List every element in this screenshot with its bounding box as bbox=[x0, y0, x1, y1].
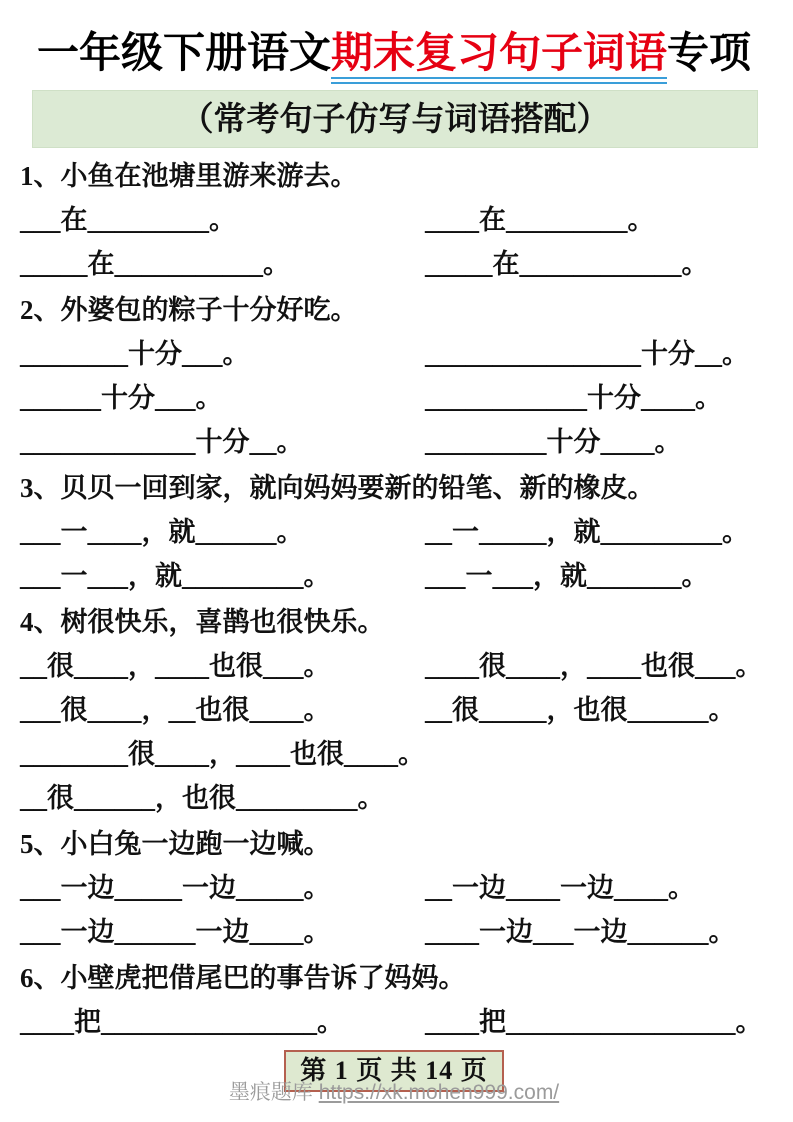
exercise-6-heading: 6、小壁虎把借尾巴的事告诉了妈妈。 bbox=[20, 963, 466, 993]
blank-row bbox=[20, 376, 768, 420]
exercise-5 bbox=[20, 822, 768, 954]
fill-in-line: ___在_________。 bbox=[20, 205, 236, 235]
fill-in-line: _____________十分__。 bbox=[20, 427, 304, 457]
subtitle-text: （常考句子仿写与词语搭配） bbox=[180, 102, 610, 138]
fill-in-line: ________________十分__。 bbox=[425, 339, 749, 369]
exercise-3-heading: 3、贝贝一回到家，就向妈妈要新的铅笔、新的橡皮。 bbox=[20, 473, 655, 503]
fill-in-line: __很_____，也很______。 bbox=[425, 695, 736, 725]
fill-in-line: __一_____，就_________。 bbox=[425, 517, 749, 547]
fill-in-line: ____很____，____也很___。 bbox=[425, 651, 763, 681]
fill-in-line: ____在_________。 bbox=[425, 205, 655, 235]
exercise-4 bbox=[20, 600, 768, 820]
exercise-1-heading: 1、小鱼在池塘里游来游去。 bbox=[20, 161, 358, 191]
subtitle-banner bbox=[32, 90, 758, 148]
blank-row bbox=[20, 732, 768, 776]
fill-in-line: ___一___，就_________。 bbox=[20, 561, 331, 591]
watermark bbox=[20, 1076, 768, 1106]
fill-in-line: ___一边______一边____。 bbox=[20, 917, 331, 947]
exercise-2 bbox=[20, 288, 768, 464]
fill-in-line: ___一___，就_______。 bbox=[425, 561, 709, 591]
exercise-2-heading: 2、外婆包的粽子十分好吃。 bbox=[20, 295, 358, 325]
fill-in-line: ____把________________。 bbox=[20, 1007, 344, 1037]
fill-in-line: __很______，也很_________。 bbox=[20, 783, 385, 813]
blank-row bbox=[20, 644, 768, 688]
watermark-url: https://xk.mohen999.com/ bbox=[318, 1081, 560, 1104]
title-prefix: 一年级下册语文 bbox=[36, 29, 331, 76]
exercise-4-heading: 4、树很快乐，喜鹊也很快乐。 bbox=[20, 607, 385, 637]
blank-row bbox=[20, 332, 768, 376]
blank-row bbox=[20, 554, 768, 598]
title-highlight: 期末复习句子词语 bbox=[331, 29, 667, 84]
page-number-text: 第 1 页 共 14 页 bbox=[300, 1056, 488, 1085]
exercise-5-heading: 5、小白兔一边跑一边喊。 bbox=[20, 829, 331, 859]
fill-in-line: ____一边___一边______。 bbox=[425, 917, 736, 947]
fill-in-line: ______十分___。 bbox=[20, 383, 223, 413]
page-footer bbox=[20, 1050, 768, 1122]
blank-row bbox=[20, 510, 768, 554]
blank-row bbox=[20, 866, 768, 910]
fill-in-line: ________十分___。 bbox=[20, 339, 250, 369]
blank-row bbox=[20, 910, 768, 954]
blank-row bbox=[20, 420, 768, 464]
fill-in-line: __很____，____也很___。 bbox=[20, 651, 331, 681]
fill-in-line: __一边____一边____。 bbox=[425, 873, 695, 903]
title-suffix: 专项 bbox=[667, 29, 752, 76]
fill-in-line: ___一____，就______。 bbox=[20, 517, 304, 547]
blank-row bbox=[20, 776, 768, 820]
blank-row bbox=[20, 1000, 768, 1044]
page-title bbox=[20, 24, 768, 82]
fill-in-line: ___很____，__也很____。 bbox=[20, 695, 331, 725]
exercise-3 bbox=[20, 466, 768, 598]
fill-in-line: _____在___________。 bbox=[20, 249, 290, 279]
fill-in-line: ___一边_____一边_____。 bbox=[20, 873, 331, 903]
worksheet-content bbox=[20, 154, 768, 1044]
blank-row bbox=[20, 688, 768, 732]
blank-row bbox=[20, 242, 768, 286]
fill-in-line: ____把_________________。 bbox=[425, 1007, 763, 1037]
exercise-1 bbox=[20, 154, 768, 286]
fill-in-line: _________十分____。 bbox=[425, 427, 682, 457]
exercise-6 bbox=[20, 956, 768, 1044]
watermark-site-name: 墨痕题库 bbox=[228, 1081, 319, 1104]
fill-in-line: _____在____________。 bbox=[425, 249, 709, 279]
fill-in-line: ____________十分____。 bbox=[425, 383, 722, 413]
fill-in-line: ________很____，____也很____。 bbox=[20, 739, 425, 769]
blank-row bbox=[20, 198, 768, 242]
